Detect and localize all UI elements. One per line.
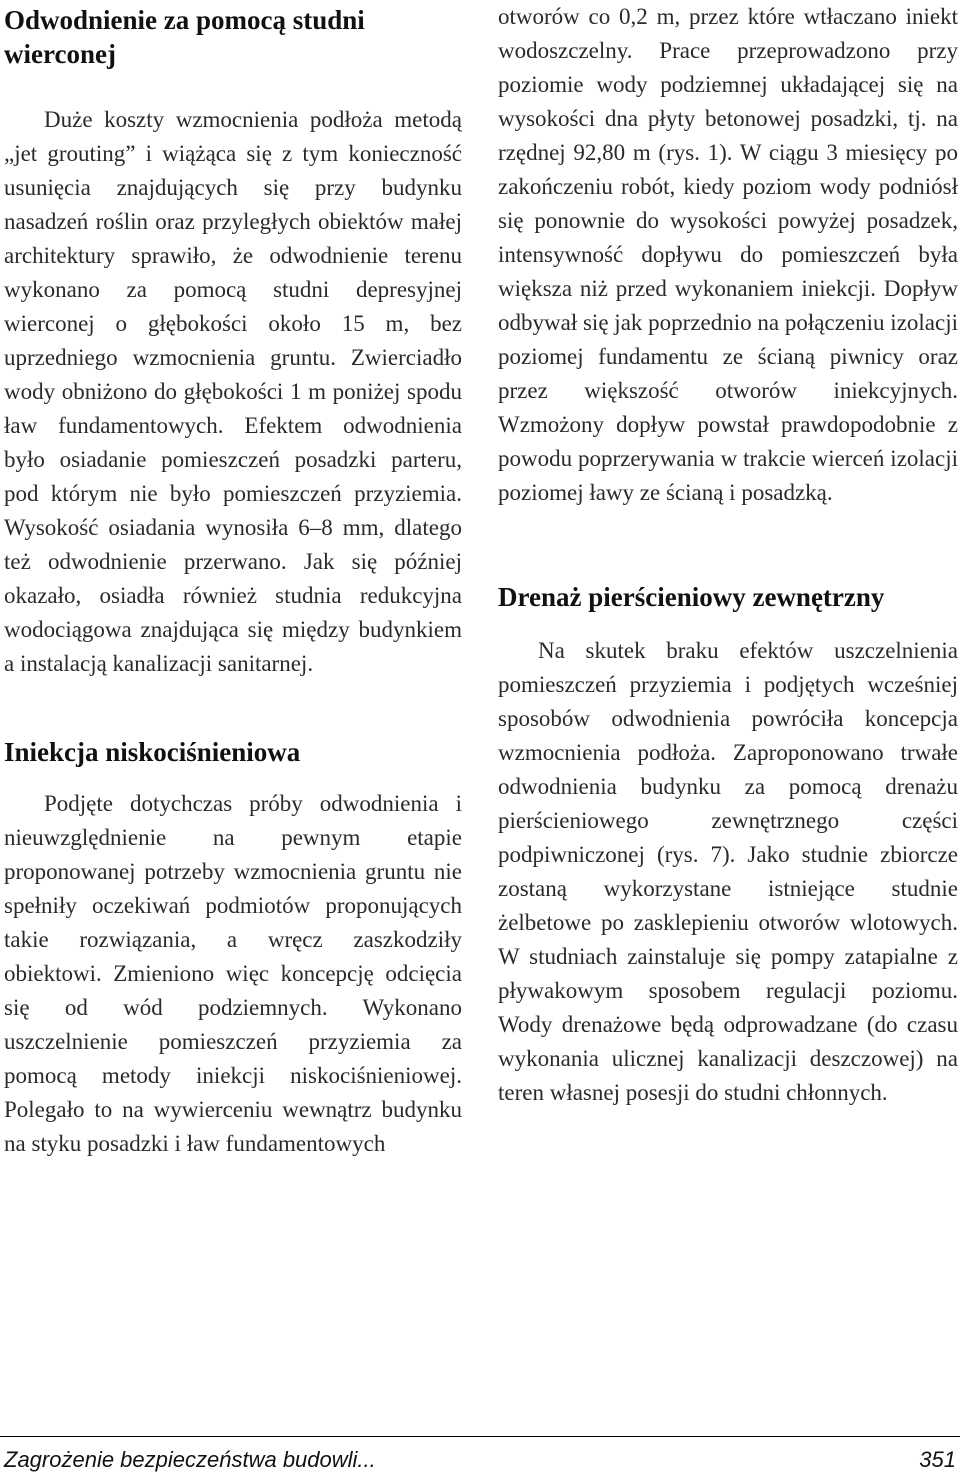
section-title-drenaz: Drenaż pierścieniowy zewnętrzny — [498, 582, 885, 612]
footer-title: Zagrożenie bezpieczeństwa budowli... — [4, 1447, 376, 1472]
section-title-iniekcja: Iniekcja niskociśnieniowa — [4, 737, 301, 767]
left-column — [4, 0, 462, 1161]
paragraph-iniekcja-continued: otworów co 0,2 m, przez które wtłaczano iniekt wodoszczelny. Prace przeprowadzono przy poziomie wody podziemnej układającej się na wysokości dna płyty betonowej posadzki, tj. na rzędnej 92,80 m (rys. 1). W ciągu 3 miesięcy po zakończeniu robót, kiedy poziom wody podniósł się ponownie do wysokości powyżej posadzek, intensywność dopływu do pomieszczeń była większa niż przed wykonaniem iniekcji. Dopływ odbywał się jak poprzednio na połączeniu izolacji poziomej fundamentu ze ścianą piwnicy oraz przez większość otworów iniekcyjnych. Wzmożony dopływ powstał prawdopodobnie z powodu poprzerywania w trakcie wierceń izolacji poziomej ławy ze ścianą i posadzką. — [498, 4, 958, 505]
page-number: 351 — [919, 1447, 956, 1472]
right-column — [498, 0, 958, 1110]
paragraph-iniekcja: Podjęte dotychczas próby odwodnienia i nieuwzględnienie na pewnym etapie proponowanej potrzeby wzmocnienia gruntu nie spełniły oczekiwań podmiotów proponujących takie rozwiązania, a wręcz zaszkodziły obiektowi. Zmieniono więc koncepcję odcięcia się od wód podziemnych. Wykonano uszczelnienie pomieszczeń przyziemia za pomocą metody iniekcji niskociśnieniowej. Polegało to na wywierceniu wewnątrz budynku na styku posadzki i ław fundamentowych — [4, 791, 462, 1156]
page-footer — [0, 1436, 960, 1477]
section-title-studnia: Odwodnienie za pomocą studni wierconej — [4, 5, 365, 69]
paragraph-studnia: Duże koszty wzmocnienia podłoża metodą „jet grouting” i wiążąca się z tym konieczność usunięcia znajdujących się przy budynku nasadzeń roślin oraz przyległych obiektów małej architektury sprawiło, że odwodnienie terenu wykonano za pomocą studni depresyjnej wierconej o głębokości około 15 m, bez uprzedniego wzmocnienia gruntu. Zwierciadło wody obniżono do głębokości 1 m poniżej spodu ław fundamentowych. Efektem odwodnienia było osiadanie pomieszczeń posadzki parteru, pod którym nie było pomieszczeń przyziemia. Wysokość osiadania wynosiła 6–8 mm, dlatego też odwodnienie przerwano. Jak się później okazało, osiadła również studnia redukcyjna wodociągowa znajdująca się między budynkiem a instalacją kanalizacji sanitarnej. — [4, 107, 462, 676]
paragraph-drenaz: Na skutek braku efektów uszczelnienia pomieszczeń przyziemia i podjętych wcześniej sposobów odwodnienia powróciła koncepcja wzmocnienia podłoża. Zaproponowano trwałe odwodnienia budynku za pomocą drenażu pierścieniowego zewnętrznego części podpiwniczonej (rys. 7). Jako studnie zbiorcze zostaną wykorzystane istniejące studnie żelbetowe po zasklepieniu otworów wlotowych. W studniach zainstaluje się pompy zatapialne z pływakowym sposobem regulacji poziomu. Wody drenażowe będą odprowadzane (do czasu wykonania ulicznej kanalizacji deszczowej) na teren własnej posesji do studni chłonnych. — [498, 638, 958, 1105]
